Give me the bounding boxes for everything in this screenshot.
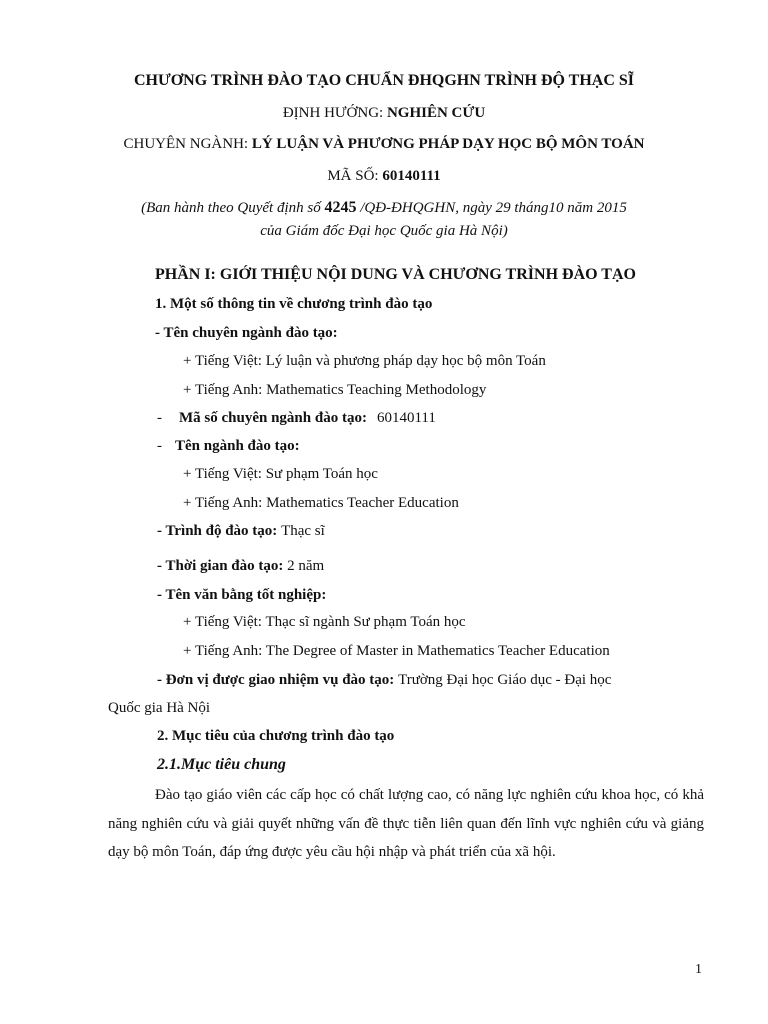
code-value: 60140111 [382, 168, 441, 184]
degree-vi: + Tiếng Việt: Thạc sĩ ngành Sư phạm Toán học [183, 614, 466, 630]
field-vi: + Tiếng Việt: Sư phạm Toán học [183, 466, 378, 482]
major-line [0, 134, 768, 154]
unit-line-1 [157, 670, 611, 690]
decree-suffix: /QĐ-ĐHQGHN, ngày 29 tháng10 năm 2015 [356, 200, 627, 216]
degree-label: - Tên văn bằng tốt nghiệp: [157, 587, 327, 603]
major-code-label: Mã số chuyên ngành đào tạo: [179, 410, 367, 426]
major-code-value: 60140111 [376, 410, 436, 426]
duration-value: 2 năm [287, 558, 325, 574]
orientation-label: ĐỊNH HƯỚNG: [282, 105, 387, 121]
unit-label: - Đơn vị được giao nhiệm vụ đào tạo: [157, 672, 399, 688]
field-dash: - [157, 438, 162, 454]
unit-value-1: Trường Đại học Giáo dục - Đại học [398, 672, 612, 688]
section1-heading: 1. Một số thông tin về chương trình đào tạo [155, 296, 433, 312]
level-line [157, 521, 325, 541]
duration-line [157, 556, 324, 576]
decree-line-1 [0, 198, 768, 218]
page-number: 1 [695, 962, 702, 977]
major-code-dash: - [157, 410, 162, 426]
field-line [157, 436, 300, 456]
orientation-line [0, 103, 768, 123]
subsection21-heading: 2.1.Mục tiêu chung [157, 756, 286, 773]
major-code-line [157, 408, 436, 428]
field-label: Tên ngành đào tạo: [175, 438, 300, 454]
unit-line-2: Quốc gia Hà Nội [108, 700, 211, 716]
major-label: CHUYÊN NGÀNH: [123, 136, 252, 152]
major-name-label: - Tên chuyên ngành đào tạo: [155, 325, 338, 341]
decree-prefix: (Ban hành theo Quyết định số [141, 200, 325, 216]
decree-number: 4245 [324, 199, 357, 216]
general-goal-paragraph: Đào tạo giáo viên các cấp học có chất lượng cao, có năng lực nghiên cứu khoa học, có khả năng nghiên cứu và giải quyết những vấn đề thực tiễn liên quan đến lĩnh vực nghiên cứu và giảng dạy bộ môn Toán, đáp ứng được yêu cầu hội nhập và phát triển của xã hội. [108, 787, 704, 860]
field-en: + Tiếng Anh: Mathematics Teacher Education [183, 495, 459, 511]
decree-line-2: của Giám đốc Đại học Quốc gia Hà Nội) [260, 223, 508, 239]
code-label: MÃ SỐ: [327, 168, 383, 184]
level-label: - Trình độ đào tạo: [157, 523, 282, 539]
code-line [0, 166, 768, 186]
part1-heading: PHẦN I: GIỚI THIỆU NỘI DUNG VÀ CHƯƠNG TRÌNH ĐÀO TẠO [155, 266, 636, 283]
major-value: LÝ LUẬN VÀ PHƯƠNG PHÁP DẠY HỌC BỘ MÔN TOÁN [251, 136, 645, 152]
degree-en: + Tiếng Anh: The Degree of Master in Mathematics Teacher Education [183, 643, 610, 659]
level-value: Thạc sĩ [281, 523, 325, 539]
document-title: CHƯƠNG TRÌNH ĐÀO TẠO CHUẨN ĐHQGHN TRÌNH ĐỘ THẠC SĨ [133, 72, 635, 89]
major-name-en: + Tiếng Anh: Mathematics Teaching Methodology [183, 382, 487, 398]
orientation-value: NGHIÊN CỨU [386, 105, 486, 121]
duration-label: - Thời gian đào tạo: [157, 558, 288, 574]
section2-heading: 2. Mục tiêu của chương trình đào tạo [157, 728, 395, 744]
major-name-vi: + Tiếng Việt: Lý luận và phương pháp dạy học bộ môn Toán [183, 353, 546, 369]
